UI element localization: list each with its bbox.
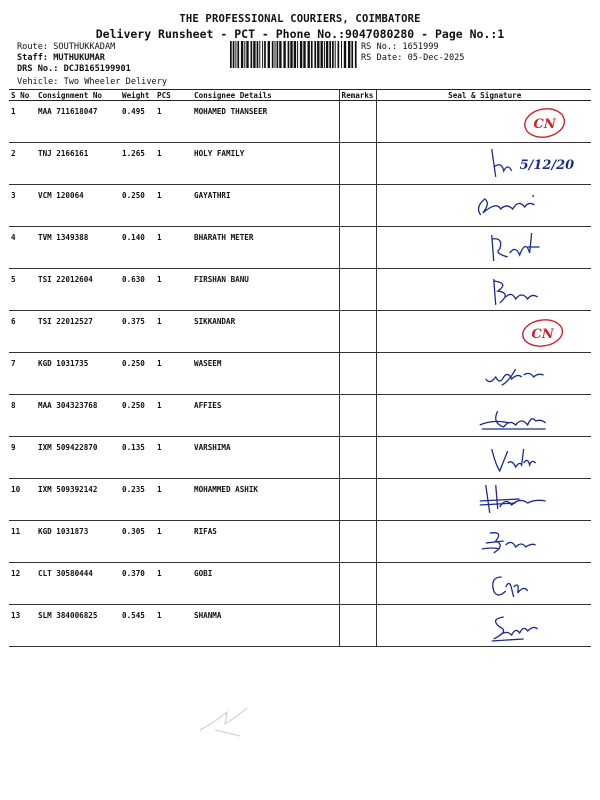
cell-signature — [376, 269, 591, 311]
cell-signature — [376, 143, 591, 185]
staff-line: Staff: MUTHUKUMAR — [17, 53, 105, 63]
signature-mark — [485, 369, 543, 385]
cell-consignment-no: MAA 711618047 — [36, 101, 120, 143]
svg-text:CN: CN — [533, 116, 556, 132]
signature-mark — [479, 411, 545, 429]
signature-drawing — [377, 227, 592, 269]
table-row — [9, 311, 591, 353]
table-row — [9, 353, 591, 395]
cell-sno: 8 — [9, 395, 36, 437]
signature-drawing — [377, 143, 592, 185]
signature-drawing — [377, 311, 592, 353]
cell-remarks — [339, 521, 376, 563]
cell-remarks — [339, 479, 376, 521]
signature-drawing — [377, 437, 592, 479]
cell-remarks — [339, 563, 376, 605]
table-row — [9, 437, 591, 479]
cell-consignment-no: TSI 22012527 — [36, 311, 120, 353]
signature-mark — [493, 279, 537, 305]
signature-date: 5/12/20 — [519, 157, 574, 173]
cell-remarks — [339, 269, 376, 311]
cell-pcs: 1 — [155, 269, 192, 311]
cell-signature — [376, 479, 591, 521]
signature-mark — [492, 577, 527, 597]
signature-drawing — [377, 563, 592, 605]
stray-pen-mark — [195, 700, 265, 740]
cell-pcs: 1 — [155, 437, 192, 479]
cell-signature — [376, 605, 591, 647]
rs-date: RS Date: 05-Dec-2025 — [361, 53, 465, 63]
cell-pcs: 1 — [155, 101, 192, 143]
table-row — [9, 185, 591, 227]
route-info — [17, 42, 131, 75]
cell-pcs: 1 — [155, 479, 192, 521]
cell-consignment-no: SLM 384006825 — [36, 605, 120, 647]
rs-info — [361, 42, 464, 64]
cell-signature — [376, 185, 591, 227]
cell-consignment-no: KGD 1031735 — [36, 353, 120, 395]
cell-remarks — [339, 143, 376, 185]
cell-weight: 0.135 — [120, 437, 155, 479]
header-consignee: Consignee Details — [192, 90, 339, 101]
header-remarks: Remarks — [339, 90, 376, 101]
cell-consignee: VARSHIMA — [192, 437, 339, 479]
cell-consignment-no: IXM 509422870 — [36, 437, 120, 479]
cell-consignment-no: TVM 1349388 — [36, 227, 120, 269]
cell-consignee: SHANMA — [192, 605, 339, 647]
cell-signature — [376, 395, 591, 437]
cell-weight: 1.265 — [120, 143, 155, 185]
cell-pcs: 1 — [155, 143, 192, 185]
cell-weight: 0.250 — [120, 395, 155, 437]
rs-number: RS No.: 1651999 — [361, 42, 439, 52]
cell-signature — [376, 227, 591, 269]
cell-consignee: FIRSHAN BANU — [192, 269, 339, 311]
signature-mark — [491, 149, 573, 177]
table-row — [9, 563, 591, 605]
cell-remarks — [339, 605, 376, 647]
cell-weight: 0.375 — [120, 311, 155, 353]
signature-mark — [491, 233, 539, 261]
cell-pcs: 1 — [155, 563, 192, 605]
cell-consignment-no: MAA 304323768 — [36, 395, 120, 437]
table-row — [9, 227, 591, 269]
cell-sno: 9 — [9, 437, 36, 479]
signature-drawing — [377, 101, 592, 143]
cell-remarks — [339, 101, 376, 143]
cell-sno: 11 — [9, 521, 36, 563]
cell-consignee: AFFIES — [192, 395, 339, 437]
cell-consignment-no: IXM 509392142 — [36, 479, 120, 521]
cell-weight: 0.235 — [120, 479, 155, 521]
cell-consignee: SIKKANDAR — [192, 311, 339, 353]
cell-consignment-no: KGD 1031873 — [36, 521, 120, 563]
signature-mark — [478, 195, 534, 215]
signature-mark — [481, 533, 535, 553]
cell-pcs: 1 — [155, 185, 192, 227]
cell-remarks — [339, 395, 376, 437]
signature-drawing — [377, 479, 592, 521]
drs-line: DRS No.: DCJB165199901 — [17, 64, 131, 74]
signature-drawing — [377, 185, 592, 227]
cell-consignee: HOLY FAMILY — [192, 143, 339, 185]
table-row — [9, 143, 591, 185]
cell-sno: 5 — [9, 269, 36, 311]
header-pcs: PCS — [155, 90, 192, 101]
cell-consignee: MOHAMMED ASHIK — [192, 479, 339, 521]
cell-sno: 1 — [9, 101, 36, 143]
cell-consignee: WASEEM — [192, 353, 339, 395]
signature-drawing — [377, 269, 592, 311]
signature-mark — [479, 485, 545, 513]
cell-pcs: 1 — [155, 395, 192, 437]
vehicle-line: Vehicle: Two Wheeler Delivery — [17, 77, 168, 87]
cell-pcs: 1 — [155, 353, 192, 395]
cell-signature — [376, 311, 591, 353]
table-row — [9, 521, 591, 563]
cell-signature — [376, 521, 591, 563]
cell-sno: 2 — [9, 143, 36, 185]
cell-consignment-no: CLT 30580444 — [36, 563, 120, 605]
cn-stamp — [522, 106, 566, 140]
table-header-row — [9, 90, 591, 101]
cell-weight: 0.250 — [120, 353, 155, 395]
cell-weight: 0.495 — [120, 101, 155, 143]
cell-sno: 3 — [9, 185, 36, 227]
table-row — [9, 269, 591, 311]
signature-mark — [491, 617, 537, 641]
cell-weight: 0.545 — [120, 605, 155, 647]
cell-consignee: GAYATHRI — [192, 185, 339, 227]
cell-sno: 6 — [9, 311, 36, 353]
runsheet-table — [9, 89, 591, 647]
cell-sno: 7 — [9, 353, 36, 395]
cell-signature — [376, 353, 591, 395]
cell-weight: 0.305 — [120, 521, 155, 563]
signature-drawing — [377, 605, 592, 647]
header-weight: Weight — [120, 90, 155, 101]
cell-remarks — [339, 311, 376, 353]
runsheet-subtitle: Delivery Runsheet - PCT - Phone No.:9047080280 - Page No.:1 — [95, 27, 505, 41]
table-row — [9, 101, 591, 143]
cell-signature — [376, 563, 591, 605]
cell-sno: 10 — [9, 479, 36, 521]
cell-signature — [376, 437, 591, 479]
route-line: Route: SOUTHUKKADAM — [17, 42, 116, 52]
company-title: THE PROFESSIONAL COURIERS, COIMBATORE — [179, 13, 421, 25]
signature-drawing — [377, 521, 592, 563]
table-row — [9, 479, 591, 521]
table-row — [9, 395, 591, 437]
svg-text:CN: CN — [531, 326, 554, 342]
cell-remarks — [339, 437, 376, 479]
cell-pcs: 1 — [155, 311, 192, 353]
signature-drawing — [377, 395, 592, 437]
cell-consignee: GOBI — [192, 563, 339, 605]
cell-consignee: MOHAMED THANSEER — [192, 101, 339, 143]
signature-mark — [491, 449, 535, 471]
cell-weight: 0.250 — [120, 185, 155, 227]
cell-sno: 12 — [9, 563, 36, 605]
signature-drawing — [377, 353, 592, 395]
cell-consignment-no: TNJ 2166161 — [36, 143, 120, 185]
cell-sno: 13 — [9, 605, 36, 647]
cell-remarks — [339, 185, 376, 227]
cell-pcs: 1 — [155, 605, 192, 647]
cell-consignment-no: TSI 22012604 — [36, 269, 120, 311]
cell-weight: 0.370 — [120, 563, 155, 605]
cell-pcs: 1 — [155, 521, 192, 563]
cell-weight: 0.630 — [120, 269, 155, 311]
barcode-image — [230, 41, 358, 68]
cell-sno: 4 — [9, 227, 36, 269]
cell-remarks — [339, 227, 376, 269]
header-signature: Seal & Signature — [376, 90, 591, 101]
cell-weight: 0.140 — [120, 227, 155, 269]
cell-consignment-no: VCM 120064 — [36, 185, 120, 227]
cn-stamp — [521, 317, 564, 348]
cell-remarks — [339, 353, 376, 395]
cell-signature — [376, 101, 591, 143]
cell-consignee: BHARATH METER — [192, 227, 339, 269]
table-row — [9, 605, 591, 647]
header-sno: S No — [9, 90, 36, 101]
header-consignment: Consignment No — [36, 90, 120, 101]
cell-pcs: 1 — [155, 227, 192, 269]
cell-consignee: RIFAS — [192, 521, 339, 563]
